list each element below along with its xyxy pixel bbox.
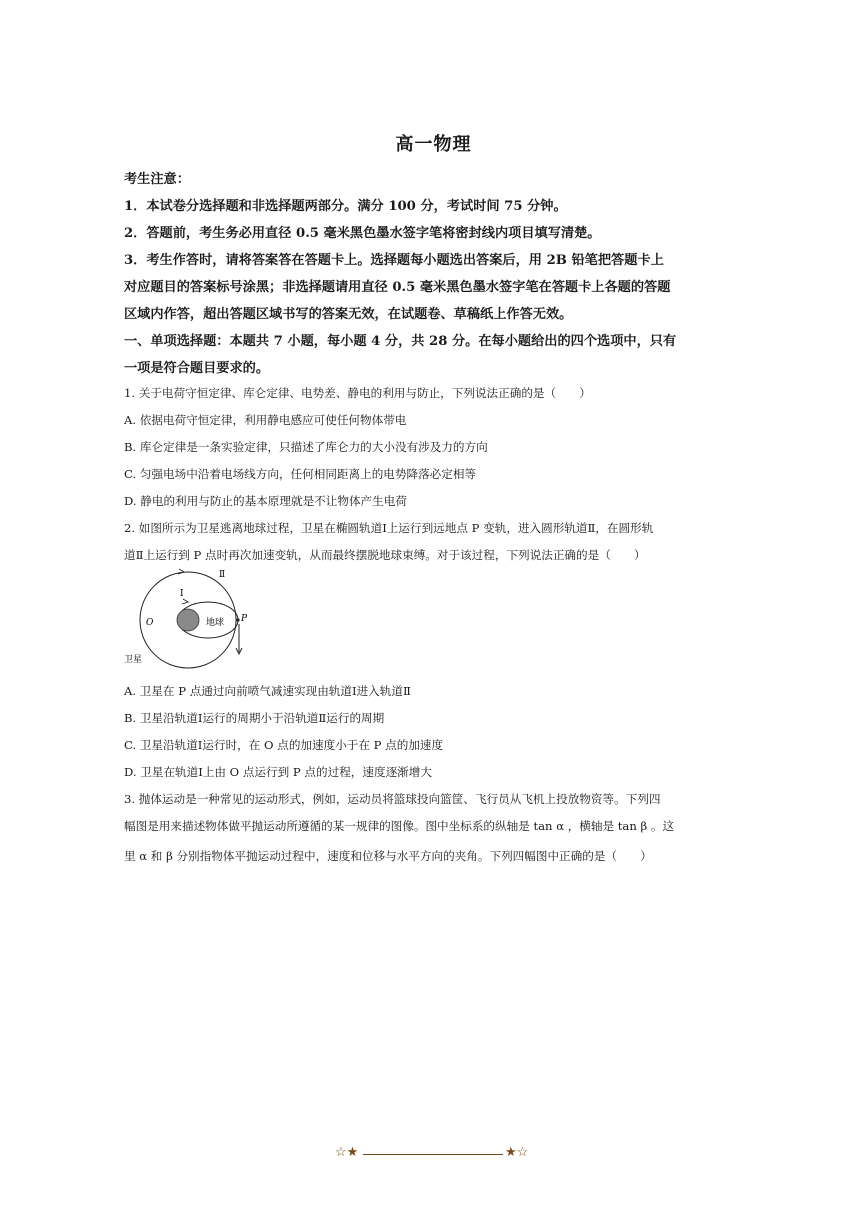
question-2-option-d: D. 卫星在轨道Ⅰ上由 O 点运行到 P 点的过程，速度逐渐增大	[124, 765, 432, 779]
footer-star-right-icon: ★☆	[505, 1145, 529, 1160]
page-footer	[335, 1145, 535, 1165]
question-1-stem: 1. 关于电荷守恒定律、库仑定律、电势差、静电的利用与防止，下列说法正确的是（ ）	[124, 386, 591, 400]
notice-item-3-cont: 对应题目的答案标号涂黑；非选择题请用直径 0.5 毫米黑色墨水签字笔在答题卡上各题的答题	[124, 280, 671, 295]
label-satellite: 卫星	[124, 655, 143, 665]
orbit-i-direction-arrow-icon	[182, 599, 188, 604]
label-earth: 地球	[206, 618, 225, 628]
label-point-p: P	[241, 614, 248, 624]
notice-item-3-end: 区域内作答，超出答题区域书写的答案无效，在试题卷、草稿纸上作答无效。	[124, 307, 573, 322]
question-1-option-b: B. 库仑定律是一条实验定律，只描述了库仑力的大小没有涉及力的方向	[124, 440, 488, 454]
earth-icon	[177, 609, 199, 631]
question-1-option-c: C. 匀强电场中沿着电场线方向，任何相同距离上的电势降落必定相等	[124, 467, 477, 481]
question-1-option-a: A. 依据电荷守恒定律，利用静电感应可使任何物体带电	[124, 413, 407, 427]
section-heading: 一、单项选择题：本题共 7 小题，每小题 4 分，共 28 分。在每小题给出的四个选项中，只有	[124, 334, 677, 349]
label-point-o: O	[146, 618, 154, 628]
label-orbit-ii: Ⅱ	[219, 570, 226, 580]
section-heading-cont: 一项是符合题目要求的。	[124, 361, 270, 376]
question-3-stem: 3. 抛体运动是一种常见的运动形式，例如，运动员将篮球投向篮筐、飞行员从飞机上投放物资等。下列四	[124, 792, 661, 806]
question-1-option-d: D. 静电的利用与防止的基本原理就是不让物体产生电荷	[124, 494, 407, 508]
notice-item-1: 1．本试卷分选择题和非选择题两部分。满分 100 分，考试时间 75 分钟。	[124, 199, 567, 214]
question-3-stem-cont: 幅图是用来描述物体做平抛运动所遵循的某一规律的图像。图中坐标系的纵轴是 tan α ，横轴是 tan β 。这	[124, 819, 675, 833]
notice-item-3: 3．考生作答时，请将答案答在答题卡上。选择题每小题选出答案后，用 2B 铅笔把答题卡上	[124, 253, 664, 268]
point-p-marker	[236, 618, 239, 621]
page-title: 高一物理	[395, 134, 472, 155]
question-2-option-b: B. 卫星沿轨道Ⅰ运行的周期小于沿轨道Ⅱ运行的周期	[124, 711, 385, 725]
orbit-ii-direction-arrow-icon	[178, 569, 184, 574]
label-orbit-i: Ⅰ	[180, 589, 184, 599]
question-2-option-c: C. 卫星沿轨道Ⅰ运行时，在 O 点的加速度小于在 P 点的加速度	[124, 738, 444, 752]
question-2-stem-cont: 道Ⅱ上运行到 P 点时再次加速变轨，从而最终摆脱地球束缚。对于该过程，下列说法正确的是（ ）	[124, 548, 646, 562]
question-3-stem-end: 里 α 和 β 分别指物体平抛运动过程中，速度和位移与水平方向的夹角。下列四幅图中正确的是（ ）	[124, 849, 652, 863]
footer-star-left-icon: ☆★	[335, 1145, 359, 1160]
orbit-diagram	[122, 568, 252, 672]
question-2-option-a: A. 卫星在 P 点通过向前喷气减速实现由轨道Ⅰ进入轨道Ⅱ	[124, 684, 411, 698]
footer-rule	[363, 1154, 503, 1155]
question-2-stem: 2. 如图所示为卫星逃离地球过程，卫星在椭圆轨道Ⅰ上运行到远地点 P 变轨，进入圆形轨道Ⅱ，在圆形轨	[124, 521, 654, 535]
notice-heading: 考生注意：	[124, 172, 190, 187]
notice-item-2: 2．答题前，考生务必用直径 0.5 毫米黑色墨水签字笔将密封线内项目填写清楚。	[124, 226, 601, 241]
